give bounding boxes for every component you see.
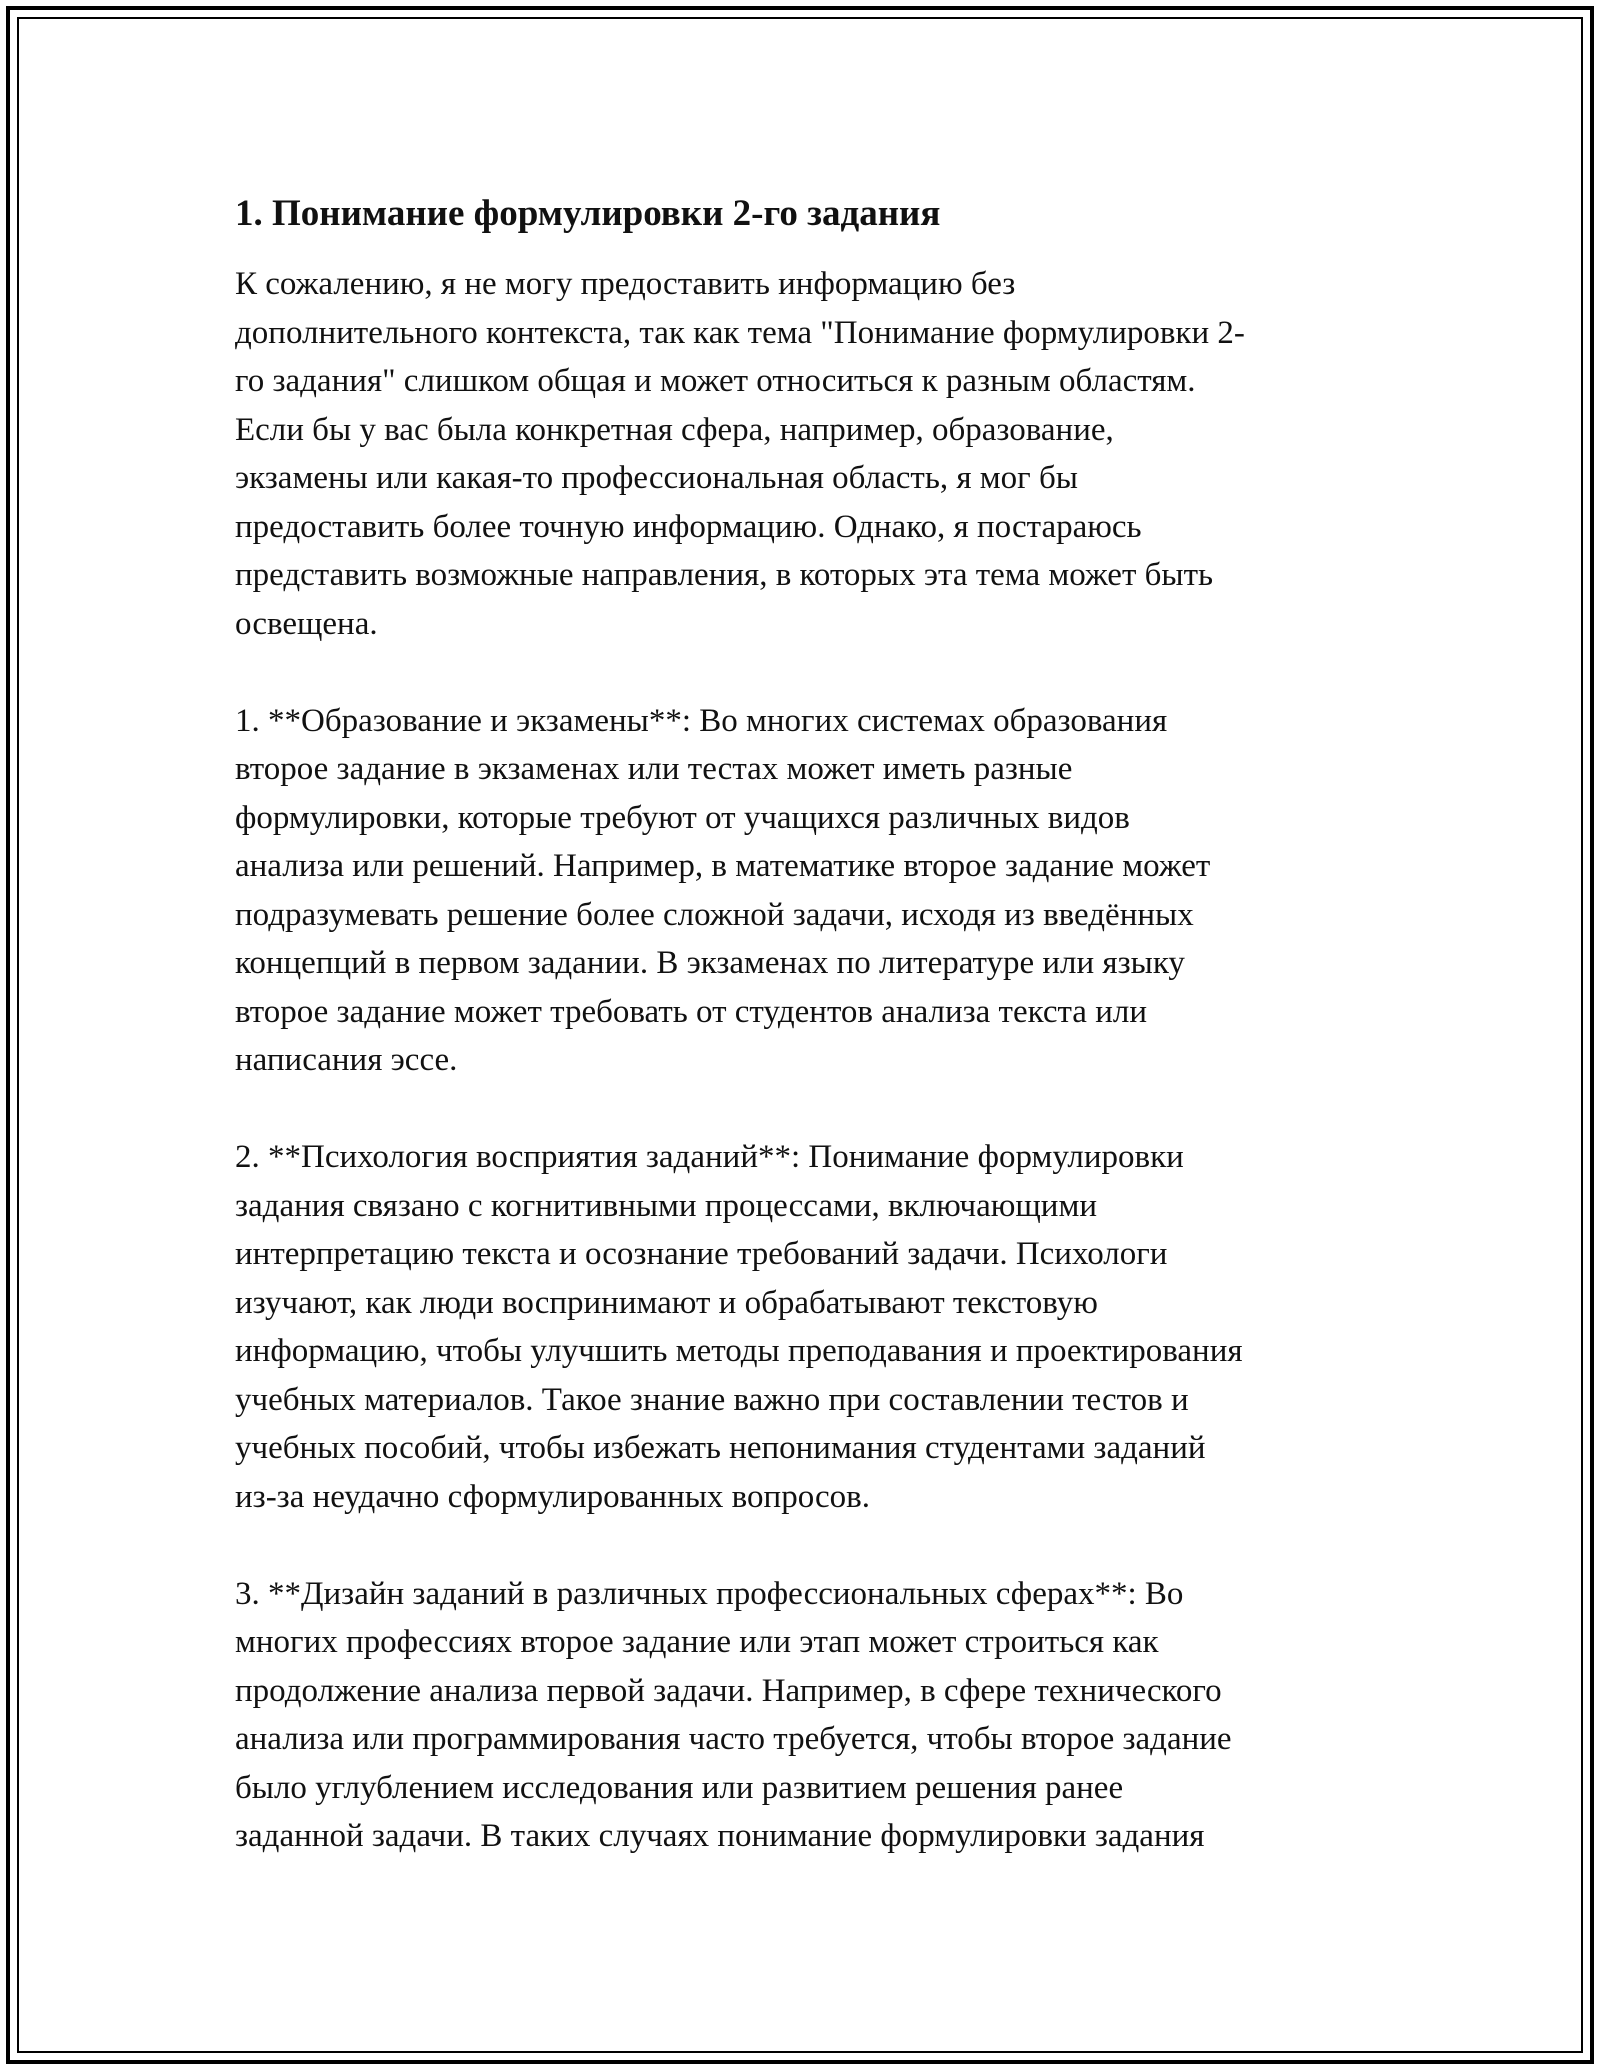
text-line: задания связано с когнитивными процессами, включающими (235, 1187, 1097, 1224)
text-line: анализа или программирования часто требуется, чтобы второе задание (235, 1721, 1232, 1758)
paragraph-design (235, 1570, 1375, 1861)
text-line: подразумевать решение более сложной задачи, исходя из введённых (235, 896, 1194, 933)
text-line: изучают, как люди воспринимают и обрабатывают текстовую (235, 1284, 1098, 1321)
text-line: заданной задачи. В таких случаях понимание формулировки задания (235, 1818, 1205, 1855)
text-line: многих профессиях второе задание или этап может строиться как (235, 1624, 1159, 1661)
text-line: продолжение анализа первой задачи. Например, в сфере технического (235, 1672, 1222, 1709)
document-body (235, 180, 1375, 1909)
text-line: дополнительного контекста, так как тема "Понимание формулировки 2- (235, 314, 1245, 351)
paragraph-intro (235, 260, 1375, 648)
text-line: 2. **Психология восприятия заданий**: Понимание формулировки (235, 1139, 1184, 1176)
text-line: освещена. (235, 605, 378, 642)
text-line: представить возможные направления, в которых эта тема может быть (235, 557, 1214, 594)
paragraph-psychology (235, 1133, 1375, 1521)
text-line: второе задание в экзаменах или тестах может иметь разные (235, 751, 1073, 788)
text-line: второе задание может требовать от студентов анализа текста или (235, 993, 1147, 1030)
text-line: формулировки, которые требуют от учащихся различных видов (235, 799, 1130, 836)
text-line: концепций в первом задании. В экзаменах по литературе или языку (235, 945, 1185, 982)
text-line: К сожалению, я не могу предоставить информацию без (235, 266, 1016, 303)
text-line: Если бы у вас была конкретная сфера, например, образование, (235, 411, 1114, 448)
text-line: анализа или решений. Например, в математике второе задание может (235, 848, 1211, 885)
text-line: 1. **Образование и экзамены**: Во многих системах образования (235, 702, 1168, 739)
text-line: предоставить более точную информацию. Однако, я постараюсь (235, 508, 1142, 545)
paragraph-education (235, 697, 1375, 1085)
text-line: 3. **Дизайн заданий в различных профессиональных сферах**: Во (235, 1575, 1184, 1612)
text-line: экзамены или какая-то профессиональная область, я мог бы (235, 460, 1078, 497)
text-line: го задания" слишком общая и может относиться к разным областям. (235, 363, 1196, 400)
text-line: учебных материалов. Такое знание важно при составлении тестов и (235, 1381, 1189, 1418)
text-line: из-за неудачно сформулированных вопросов. (235, 1478, 870, 1515)
text-line: написания эссе. (235, 1042, 458, 1079)
text-line: информацию, чтобы улучшить методы преподавания и проектирования (235, 1333, 1243, 1370)
text-line: учебных пособий, чтобы избежать непонимания студентами заданий (235, 1430, 1206, 1467)
text-line: было углублением исследования или развитием решения ранее (235, 1769, 1124, 1806)
text-line: интерпретацию текста и осознание требований задачи. Психологи (235, 1236, 1168, 1273)
document-heading: 1. Понимание формулировки 2-го задания (235, 193, 941, 234)
